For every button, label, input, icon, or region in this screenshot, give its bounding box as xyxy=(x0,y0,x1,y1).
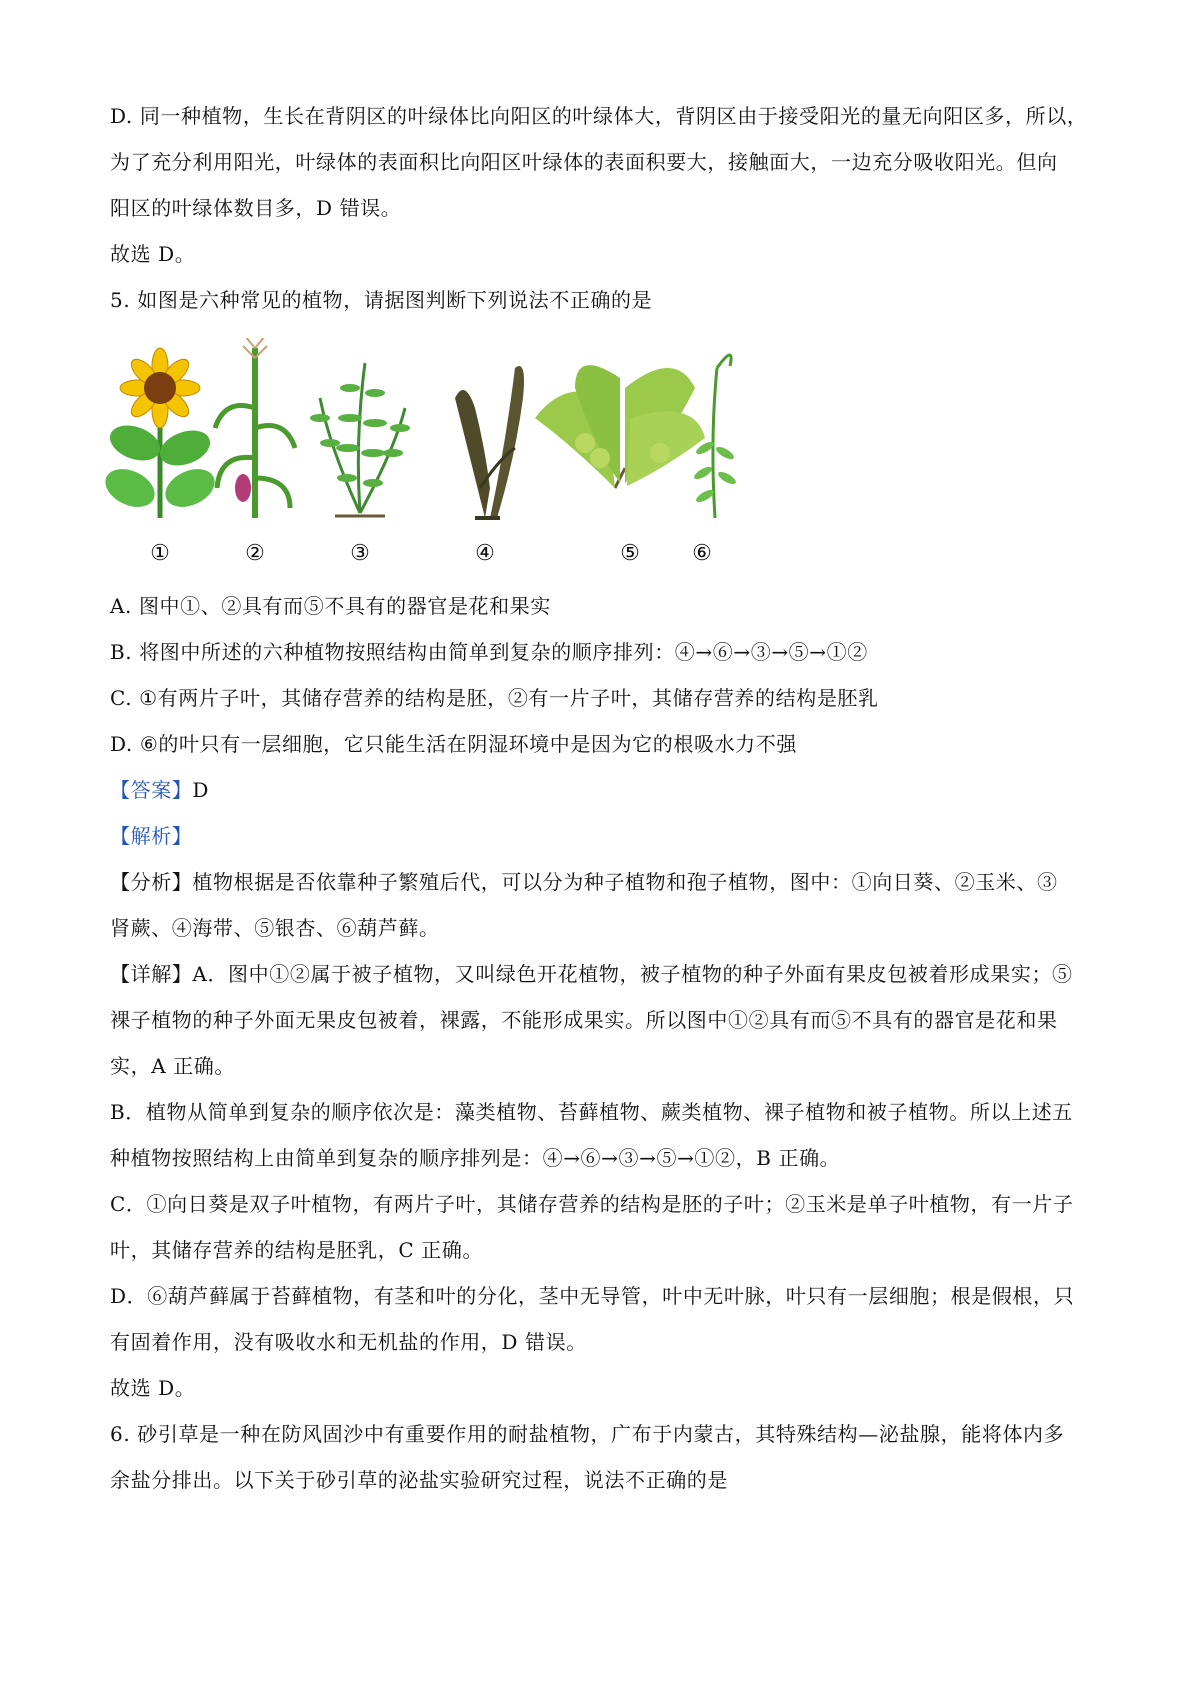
text-line: D. 同一种植物，生长在背阴区的叶绿体比向阳区的叶绿体大，背阴区由于接受阳光的量无向阳区多，所以， xyxy=(110,104,1088,128)
question-5-stem: 5. 如图是六种常见的植物，请据图判断下列说法不正确的是 xyxy=(110,288,653,312)
analysis-tag: 【解析】 xyxy=(110,824,193,848)
question-6-stem: 余盐分排出。以下关于砂引草的泌盐实验研究过程，说法不正确的是 xyxy=(110,1468,728,1492)
analysis-line: D．⑥葫芦藓属于苔藓植物，有茎和叶的分化，茎中无导管，叶中无叶脉，叶只有一层细胞；根是假根，只 xyxy=(110,1284,1075,1308)
fern-illustration xyxy=(310,363,410,516)
sunflower-illustration xyxy=(105,348,221,518)
answer-line xyxy=(110,776,1100,804)
analysis-line: 【分析】植物根据是否依靠种子繁殖后代，可以分为种子植物和孢子植物，图中：①向日葵、②玉米、③ xyxy=(110,870,1058,894)
analysis-line: B．植物从简单到复杂的顺序依次是：藻类植物、苔藓植物、蕨类植物、裸子植物和被子植物。所以上述五 xyxy=(110,1100,1073,1124)
option-d: D. ⑥的叶只有一层细胞，它只能生活在阴湿环境中是因为它的根吸水力不强 xyxy=(110,732,797,756)
text-line: 故选 D。 xyxy=(110,242,196,266)
answer-tag: 【答案】 xyxy=(110,778,193,802)
analysis-line: 肾蕨、④海带、⑤银杏、⑥葫芦藓。 xyxy=(110,916,440,940)
question-6-stem: 6. 砂引草是一种在防风固沙中有重要作用的耐盐植物，广布于内蒙古，其特殊结构—泌盐腺，能将体内多 xyxy=(110,1422,1065,1446)
analysis-line: 有固着作用，没有吸收水和无机盐的作用，D 错误。 xyxy=(110,1330,587,1354)
figure-label: ② xyxy=(245,541,265,566)
figure-label: ⑤ xyxy=(620,541,640,566)
analysis-line: 叶，其储存营养的结构是胚乳，C 正确。 xyxy=(110,1238,484,1262)
ginkgo-illustration xyxy=(535,365,705,488)
option-a: A. 图中①、②具有而⑤不具有的器官是花和果实 xyxy=(110,594,551,618)
option-c: C. ①有两片子叶，其储存营养的结构是胚，②有一片子叶，其储存营养的结构是胚乳 xyxy=(110,686,879,710)
analysis-line: 【详解】A．图中①②属于被子植物，又叫绿色开花植物，被子植物的种子外面有果皮包被着形成果实；⑤ xyxy=(110,962,1073,986)
plants-figure xyxy=(105,338,805,578)
text-line: 阳区的叶绿体数目多，D 错误。 xyxy=(110,196,402,220)
analysis-line: 实，A 正确。 xyxy=(110,1054,236,1078)
analysis-line: 故选 D。 xyxy=(110,1376,196,1400)
corn-illustration xyxy=(215,338,295,518)
text-line: 为了充分利用阳光，叶绿体的表面积比向阳区叶绿体的表面积要大，接触面大，一边充分吸收阳光。但向 xyxy=(110,150,1058,174)
option-b: B. 将图中所述的六种植物按照结构由简单到复杂的顺序排列：④→⑥→③→⑤→①② xyxy=(110,640,868,664)
figure-label: ⑥ xyxy=(692,541,712,566)
figure-label: ① xyxy=(150,541,170,566)
figure-label: ④ xyxy=(475,541,495,566)
analysis-line: 裸子植物的种子外面无果皮包被着，裸露，不能形成果实。所以图中①②具有而⑤不具有的器官是花和果 xyxy=(110,1008,1058,1032)
analysis-line: 种植物按照结构上由简单到复杂的顺序排列是：④→⑥→③→⑤→①②，B 正确。 xyxy=(110,1146,841,1170)
figure-label: ③ xyxy=(350,541,370,566)
answer-value: D xyxy=(192,778,210,802)
analysis-line: C．①向日葵是双子叶植物，有两片子叶，其储存营养的结构是胚的子叶；②玉米是单子叶植物，有一片子 xyxy=(110,1192,1074,1216)
kelp-illustration xyxy=(455,366,524,518)
